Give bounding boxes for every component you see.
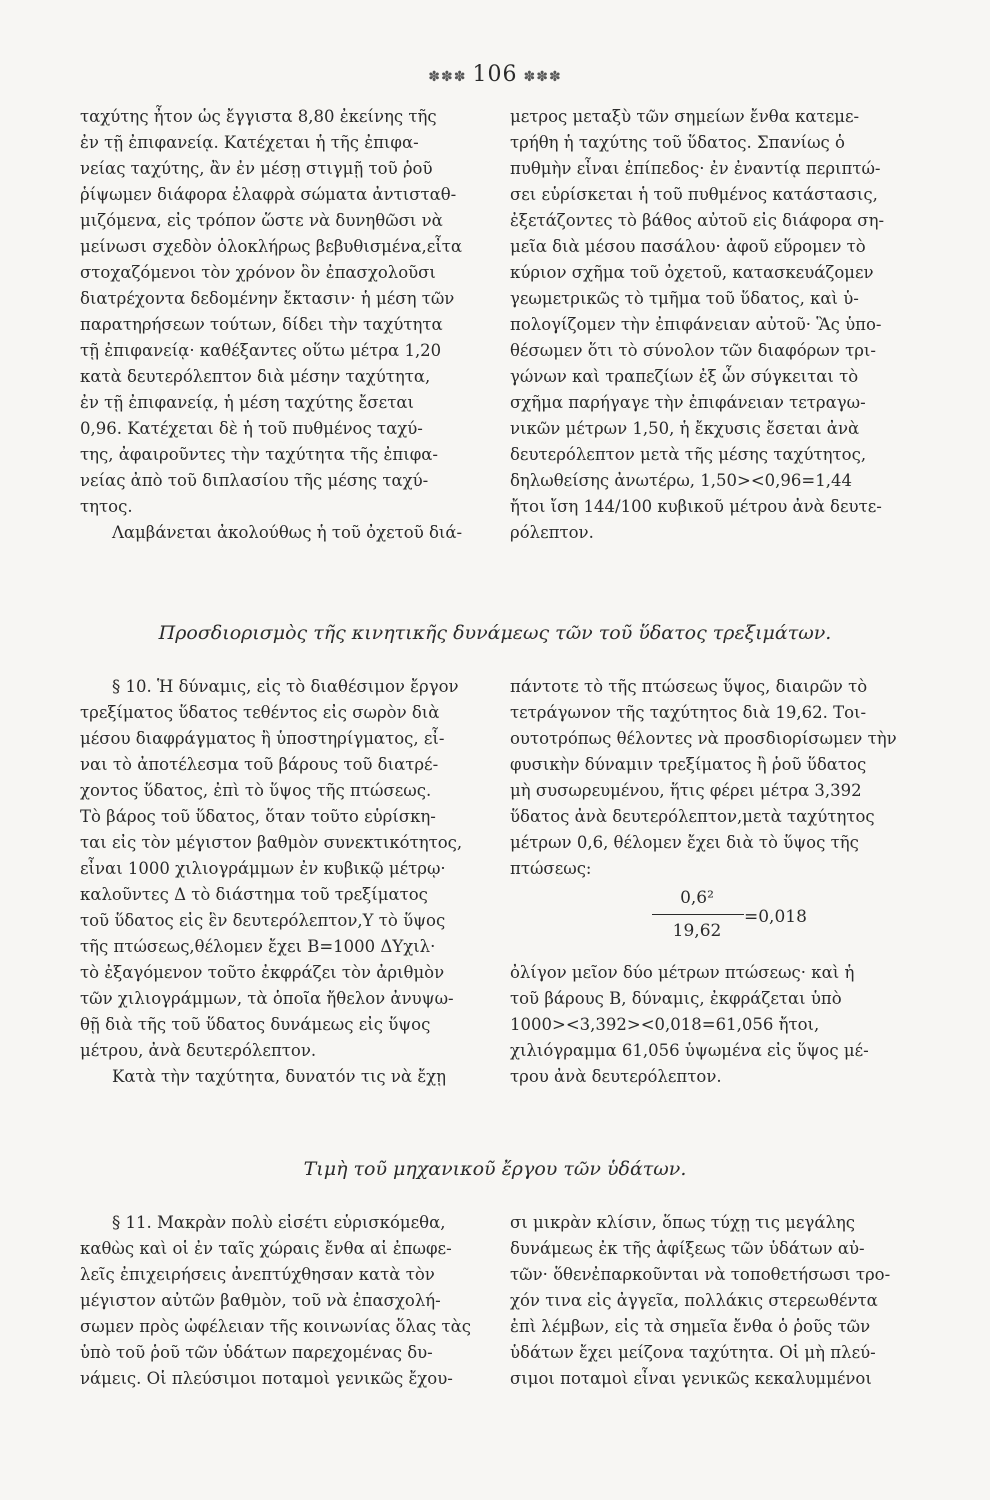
text-line: θέσωμεν ὅτι τὸ σύνολον τῶν διαφόρων τρι- <box>510 341 876 360</box>
text-line: χοντος ὕδατος, ἐπὶ τὸ ὕψος τῆς πτώσεως. <box>80 781 432 800</box>
text-line: φυσικὴν δύναμιν τρεξίματος ἢ ῥοῦ ὕδατος <box>510 755 867 774</box>
text-line: σι μικρὰν κλίσιν, ὅπως τύχῃ τις μεγάλης <box>510 1213 856 1232</box>
text-line: σωμεν πρὸς ὠφέλειαν τῆς κοινωνίας ὅλας τὰς <box>80 1317 472 1336</box>
text-line: τρήθη ἡ ταχύτης τοῦ ὕδατος. Σπανίως ὁ <box>510 133 845 152</box>
text-line: ταχύτης ἦτον ὡς ἔγγιστα 8,80 ἐκείνης τῆς <box>80 107 437 126</box>
text-line: πάντοτε τὸ τῆς πτώσεως ὕψος, διαιρῶν τὸ <box>510 677 868 696</box>
fraction-denominator: 19,62 <box>672 921 722 941</box>
text-line: τοῦ βάρους Β, δύναμις, ἐκφράζεται ὑπὸ <box>510 989 842 1008</box>
text-line: ῥίψωμεν διάφορα ἐλαφρὰ σώματα ἀντισταθ- <box>80 185 457 204</box>
text-line: νικῶν μέτρων 1,50, ἡ ἔκχυσις ἔσεται ἀνὰ <box>510 419 860 438</box>
text-line: τὸ ἐξαγόμενον τοῦτο ἐκφράζει τὸν ἀριθμὸν <box>80 963 445 982</box>
text-line: γεωμετρικῶς τὸ τμῆμα τοῦ ὕδατος, καὶ ὑ- <box>510 289 859 308</box>
text-line: § 11. Μακρὰν πολὺ εἰσέτι εὑρισκόμεθα, <box>112 1213 446 1232</box>
section3-right-column <box>510 1210 912 1392</box>
text-line: τῶν χιλιογράμμων, τὰ ὁποῖα ἤθελον ἀνυψω- <box>80 989 454 1008</box>
fraction-result: =0,018 <box>744 907 807 927</box>
text-line: τρεξίματος ὕδατος τεθέντος εἰς σωρὸν διὰ <box>80 703 440 722</box>
text-line: ἐν τῇ ἐπιφανείᾳ, ἡ μέση ταχύτης ἔσεται <box>80 393 414 412</box>
text-line: νείας ἀπὸ τοῦ διπλασίου τῆς μέσης ταχύ- <box>80 471 429 490</box>
heading-mechanical-work: Τιμὴ τοῦ μηχανικοῦ ἔργου τῶν ὑδάτων. <box>303 1158 687 1180</box>
text-line: μιζόμενα, εἰς τρόπον ὥστε νὰ δυνηθῶσι νὰ <box>80 211 443 230</box>
text-line: ὑδάτων ἔχει μείζονα ταχύτητα. Οἱ μὴ πλεύ- <box>510 1343 876 1362</box>
text-line: χόν τινα εἰς ἀγγεῖα, πολλάκις στερεωθέντα <box>510 1291 878 1310</box>
section2-right-bottom <box>510 960 912 1090</box>
text-line: μεῖα διὰ μέσου πασάλου· ἀφοῦ εὕρομεν τὸ <box>510 237 866 256</box>
fraction-formula <box>652 888 807 941</box>
text-line: ἐξετάζοντες τὸ βάθος αὐτοῦ εἰς διάφορα ση- <box>510 211 885 230</box>
text-line: τητος. <box>80 497 133 516</box>
text-line: πυθμὴν εἶναι ἐπίπεδος· ἐν ἐναντίᾳ περιπτώ- <box>510 159 881 178</box>
text-line: παρατηρήσεων τούτων, δίδει τὴν ταχύτητα <box>80 315 443 334</box>
text-line: κύριον σχῆμα τοῦ ὀχετοῦ, κατασκευάζομεν <box>510 263 874 282</box>
text-line: κατὰ δευτερόλεπτον διὰ μέσην ταχύτητα, <box>80 367 431 386</box>
text-line: νάμεις. Οἱ πλεύσιμοι ποταμοὶ γενικῶς ἔχου- <box>80 1369 453 1388</box>
text-line: Τὸ βάρος τοῦ ὕδατος, ὅταν τοῦτο εὑρίσκη- <box>80 807 436 826</box>
text-line: καθὼς καὶ οἱ ἐν ταῖς χώραις ἔνθα αἱ ἐπωφε- <box>80 1239 452 1258</box>
text-line: ουτοτρόπως θέλοντες νὰ προσδιορίσωμεν τὴν <box>510 729 897 748</box>
text-line: σει εὑρίσκεται ἡ τοῦ πυθμένος κατάστασις, <box>510 185 878 204</box>
text-line: δευτερόλεπτον μετὰ τῆς μέσης ταχύτητος, <box>510 445 867 464</box>
text-line: τετράγωνον τῆς ταχύτητος διὰ 19,62. Τοι- <box>510 703 867 722</box>
text-line: § 10. Ἡ δύναμις, εἰς τὸ διαθέσιμον ἔργον <box>112 677 459 696</box>
text-line: γώνων καὶ τραπεζίων ἐξ ὧν σύγκειται τὸ <box>510 367 859 386</box>
fraction-bar <box>652 914 744 915</box>
text-line: χιλιόγραμμα 61,056 ὑψωμένα εἰς ὕψος μέ- <box>510 1041 869 1060</box>
text-line: ὀλίγον μεῖον δύο μέτρων πτώσεως· καὶ ἡ <box>510 963 855 982</box>
text-line: μέτρων 0,6, θέλομεν ἔχει διὰ τὸ ὕψος τῆς <box>510 833 859 852</box>
text-line: 1000><3,392><0,018=61,056 ἤτοι, <box>510 1015 820 1034</box>
fraction-numerator: 0,6² <box>680 888 714 908</box>
text-line: στοχαζόμενοι τὸν χρόνον ὃν ἐπασχολοῦσι <box>80 263 436 282</box>
text-line: 0,96. Κατέχεται δὲ ἡ τοῦ πυθμένος ταχύ- <box>80 419 423 438</box>
text-line: σχῆμα παρήγαγε τὴν ἐπιφάνειαν τετραγω- <box>510 393 866 412</box>
text-line: μετρος μεταξὺ τῶν σημείων ἔνθα κατεμε- <box>510 107 860 126</box>
text-line: ρόλεπτον. <box>510 523 594 542</box>
section2-left-column <box>80 674 492 1090</box>
ornament-right-icon: ✽✽✽ <box>523 69 562 85</box>
section2-right-top <box>510 674 912 882</box>
page-number: 106 <box>472 62 518 87</box>
text-line: της, ἀφαιροῦντες τὴν ταχύτητα τῆς ἐπιφα- <box>80 445 438 464</box>
text-line: σιμοι ποταμοὶ εἶναι γενικῶς κεκαλυμμένοι <box>510 1369 872 1388</box>
text-line: πτώσεως: <box>510 859 592 878</box>
text-line: μέτρου, ἀνὰ δευτερόλεπτον. <box>80 1041 317 1060</box>
text-line: τῆς πτώσεως,θέλομεν ἔχει Β=1000 ΔΥχιλ· <box>80 937 436 956</box>
text-line: τοῦ ὕδατος εἰς ἓν δευτερόλεπτον,Υ τὸ ὕψος <box>80 911 446 930</box>
text-line: εἶναι 1000 χιλιογράμμων ἐν κυβικῷ μέτρῳ· <box>80 859 446 878</box>
text-line: νείας ταχύτης, ἂν ἐν μέσῃ στιγμῇ τοῦ ῥοῦ <box>80 159 433 178</box>
text-line: ται εἰς τὸν μέγιστον βαθμὸν συνεκτικότητος, <box>80 833 463 852</box>
text-line: τρου ἀνὰ δευτερόλεπτον. <box>510 1067 722 1086</box>
ornament-left-icon: ✽✽✽ <box>428 69 467 85</box>
text-line: μὴ συσωρευμένου, ἥτις φέρει μέτρα 3,392 <box>510 781 862 800</box>
text-line: ἤτοι ἴση 144/100 κυβικοῦ μέτρου ἀνὰ δευτε- <box>510 497 882 516</box>
text-line: ὑπὸ τοῦ ῥοῦ τῶν ὑδάτων παρεχομένας δυ- <box>80 1343 433 1362</box>
text-line: Λαμβάνεται ἀκολούθως ἡ τοῦ ὀχετοῦ διά- <box>112 523 463 542</box>
text-line: λεῖς ἐπιχειρήσεις ἀνεπτύχθησαν κατὰ τὸν <box>80 1265 435 1284</box>
text-line: μείνωσι σχεδὸν ὁλοκλήρως βεβυθισμένα,εἶτα <box>80 237 463 256</box>
text-line: καλοῦντες Δ τὸ διάστημα τοῦ τρεξίματος <box>80 885 428 904</box>
section1-right-column <box>510 104 912 546</box>
text-line: πολογίζομεν τὴν ἐπιφάνειαν αὐτοῦ· Ἃς ὑπο- <box>510 315 882 334</box>
text-line: τῶν· ὅθενἐπαρκοῦνται νὰ τοποθετήσωσι τρο- <box>510 1265 891 1284</box>
text-line: ναι τὸ ἀποτέλεσμα τοῦ βάρους τοῦ διατρέ- <box>80 755 439 774</box>
text-line: διατρέχοντα δεδομένην ἔκτασιν· ἡ μέση τῶν <box>80 289 455 308</box>
text-line: μέσου διαφράγματος ἢ ὑποστηρίγματος, εἶ- <box>80 729 445 748</box>
text-line: ἐν τῇ ἐπιφανείᾳ. Κατέχεται ἡ τῆς ἐπιφα- <box>80 133 419 152</box>
section3-left-column <box>80 1210 492 1392</box>
text-line: ὕδατος ἀνὰ δευτερόλεπτον,μετὰ ταχύτητος <box>510 807 875 826</box>
text-line: δυνάμεως ἐκ τῆς ἀφίξεως τῶν ὑδάτων αὐ- <box>510 1239 865 1258</box>
text-line: μέγιστον αὐτῶν βαθμὸν, τοῦ νὰ ἐπασχολή- <box>80 1291 441 1310</box>
text-line: δηλωθείσης ἀνωτέρω, 1,50><0,96=1,44 <box>510 471 852 490</box>
heading-kinetic-power: Προσδιορισμὸς τῆς κινητικῆς δυνάμεως τῶν τοῦ ὕδατος τρεξιμάτων. <box>158 622 832 644</box>
page-header <box>0 62 990 87</box>
text-line: θῇ διὰ τῆς τοῦ ὕδατος δυνάμεως εἰς ὕψος <box>80 1015 431 1034</box>
section1-left-column <box>80 104 492 546</box>
text-line: τῇ ἐπιφανείᾳ· καθέξαντες οὕτω μέτρα 1,20 <box>80 341 442 360</box>
text-line: Κατὰ τὴν ταχύτητα, δυνατόν τις νὰ ἔχῃ <box>112 1067 447 1086</box>
text-line: ἐπὶ λέμβων, εἰς τὰ σημεῖα ἔνθα ὁ ῥοῦς τῶν <box>510 1317 871 1336</box>
